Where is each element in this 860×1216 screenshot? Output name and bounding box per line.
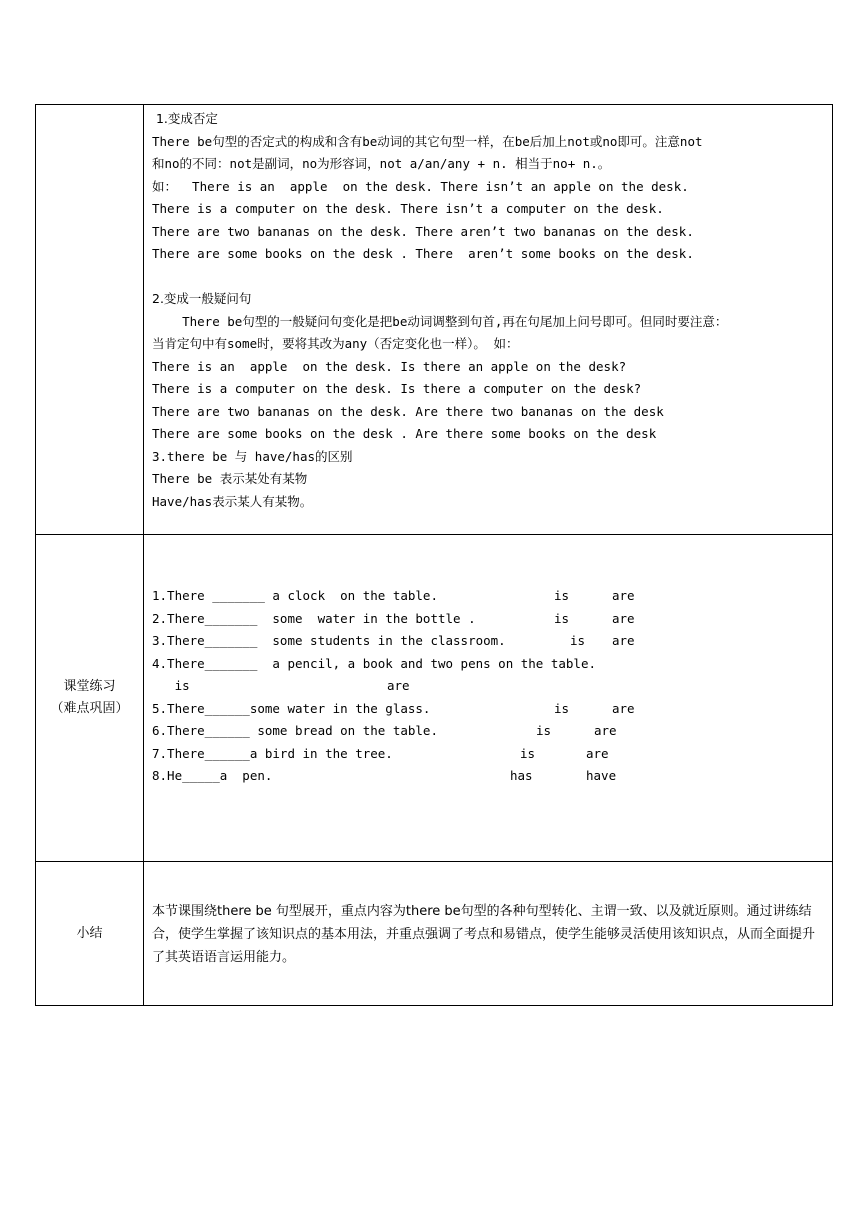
- option-one: is: [554, 588, 570, 603]
- table-row: [36, 105, 833, 535]
- exercise-item: [152, 743, 826, 766]
- option-two: are: [612, 588, 635, 603]
- option-one: is: [554, 700, 570, 716]
- table-row: [36, 862, 833, 1006]
- exercise-stem: 6.There______ some bread on the table.: [152, 723, 438, 738]
- option-two: are: [387, 678, 410, 693]
- text-line: 当肯定句中有some时，要将其改为any（否定变化也一样）。 如：: [152, 336, 519, 351]
- exercise-stem: 2.There_______ some water in the bottle .: [152, 610, 476, 626]
- exercise-options-line: [152, 675, 826, 698]
- option-two: are: [612, 610, 635, 626]
- practice-exercises: [144, 535, 833, 862]
- option-two: are: [612, 633, 635, 648]
- exercise-item: [152, 630, 826, 653]
- text-line: 如： There is an apple on the desk. There isn’t an apple on the desk.: [152, 178, 689, 194]
- text-line: There is an apple on the desk. Is there an apple on the desk?: [152, 358, 627, 374]
- option-two: have: [586, 768, 617, 783]
- text-line: There be句型的一般疑问句变化是把be动词调整到句首,再在句尾加上问号即可。但同时要注意：: [152, 313, 728, 329]
- option-one: is: [520, 745, 536, 761]
- summary-label: 小结: [76, 925, 103, 941]
- option-two: are: [594, 723, 617, 738]
- text-line: There are two bananas on the desk. There aren’t two bananas on the desk.: [152, 223, 694, 239]
- text-line: There be句型的否定式的构成和含有be动词的其它句型一样，在be后加上not或no即可。注意not: [152, 133, 703, 149]
- option-one: is: [570, 633, 586, 648]
- exercise-item: [152, 698, 826, 721]
- practice-label-title: 课堂练习: [63, 679, 116, 694]
- exercise-item: [152, 608, 826, 631]
- exercise-stem: 7.There______a bird in the tree.: [152, 745, 393, 761]
- table-row: [36, 535, 833, 862]
- option-one: has: [510, 768, 533, 783]
- row1-label-cell: [36, 105, 144, 535]
- text-line: There are some books on the desk . Are there some books on the desk: [152, 426, 657, 441]
- text-line: 2.变成一般疑问句: [152, 291, 252, 306]
- text-line: 3.there be 与 have/has的区别: [152, 448, 353, 464]
- exercise-item: [152, 765, 826, 788]
- text-line: There be 表示某处有某物: [152, 471, 308, 486]
- text-line: There is a computer on the desk. There isn’t a computer on the desk.: [152, 201, 664, 216]
- text-line: There are two bananas on the desk. Are there two bananas on the desk: [152, 403, 664, 419]
- text-line: 1.变成否定: [152, 111, 218, 126]
- option-one: is: [536, 723, 552, 738]
- option-two: are: [586, 745, 609, 761]
- exercise-stem: 8.He_____a pen.: [152, 768, 273, 783]
- text-line: There is a computer on the desk. Is there a computer on the desk?: [152, 381, 642, 396]
- exercise-stem: 1.There _______ a clock on the table.: [152, 588, 438, 603]
- summary-label-cell: [36, 862, 144, 1006]
- section1-content: [144, 105, 833, 535]
- exercise-stem: 3.There_______ some students in the classroom.: [152, 633, 506, 648]
- exercise-stem: 5.There______some water in the glass.: [152, 700, 431, 716]
- summary-content: [144, 862, 833, 1006]
- option-two: are: [612, 700, 635, 716]
- text-line: There are some books on the desk . There aren’t some books on the desk.: [152, 246, 694, 261]
- text-line: 和no的不同：not是副词，no为形容词，not a/an/any + n. 相当于no+ n.。: [152, 156, 611, 171]
- exercise-item: [152, 585, 826, 608]
- exercise-item: [152, 653, 826, 676]
- practice-label-subtitle: （难点巩固）: [50, 701, 129, 716]
- practice-label-cell: [36, 535, 144, 862]
- option-one: is: [554, 610, 570, 626]
- exercise-stem: 4.There_______ a pencil, a book and two pens on the table.: [152, 655, 597, 671]
- option-one: is: [152, 678, 190, 693]
- exercise-item: [152, 720, 826, 743]
- blank-line: [152, 266, 826, 289]
- summary-text: 本节课围绕there be 句型展开，重点内容为there be句型的各种句型转化、主谓一致、以及就近原则。通过讲练结合，使学生掌握了该知识点的基本用法，并重点强调了考点和易错点，使学生能够灵活使用该知识点，从而全面提升了其英语语言运用能力。: [152, 904, 816, 965]
- text-line: Have/has表示某人有某物。: [152, 493, 313, 509]
- lesson-table: [35, 104, 833, 1006]
